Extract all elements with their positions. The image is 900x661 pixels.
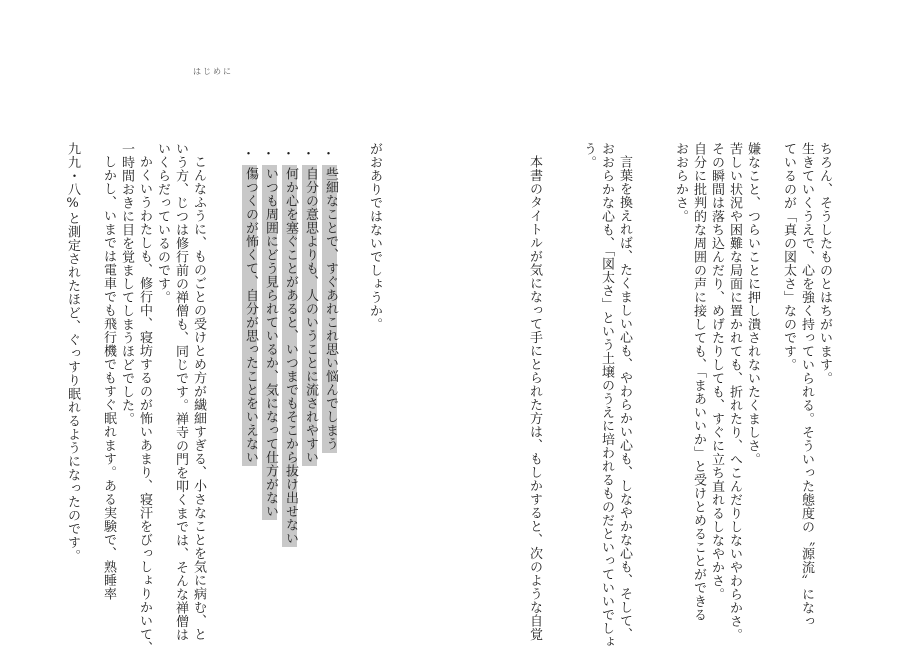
highlighted-item: 些細なことで、すぐあれこれ思い悩んでしまう (323, 167, 338, 451)
text-column: こんなふうに、ものごとの受けとめ方が繊細すぎる、小さなことを気に病む、と (191, 155, 206, 641)
list-bullet: ・ (242, 147, 256, 162)
list-bullet: ・ (262, 147, 276, 162)
highlighted-item: 何か心を塞ぐことがあると、いつまでもそこから抜け出せない (283, 167, 298, 545)
text-column: いう方、じつは修行前の禅僧も、同じです。禅寺の門を叩くまでは、そんな禅僧は (173, 142, 188, 642)
running-header: はじめに (193, 67, 233, 76)
text-column: おおらかな心も、「図太さ」という土壌のうえに培われるものだといっていいでしょ (599, 142, 614, 649)
highlighted-item: 自分の意思よりも、人のいうことに流されやすい (303, 167, 318, 464)
highlighted-item: いつも周囲にどう見られているか、気になって仕方がない (263, 167, 278, 518)
right-page (450, 0, 900, 661)
list-bullet: ・ (322, 147, 336, 162)
text-column: しかし、いまでは電車でも飛行機でもすぐ眠れます。ある実験で、熟睡率 (101, 155, 116, 601)
list-bullet: ・ (282, 147, 296, 162)
text-column: 一時間おきに目を覚ましてしまうほどでした。 (119, 142, 134, 426)
text-column: おおらかさ。 (673, 142, 688, 223)
list-bullet: ・ (302, 147, 316, 162)
text-column: う。 (581, 142, 596, 169)
text-column: 生きていくうえで、心を強く持っていられる。そういった態度の〝源流〟になっ (799, 142, 814, 628)
text-column: 嫌なこと、つらいことに押し潰されないたくましさ。 (745, 142, 760, 466)
text-column: 言葉を換えれば、たくましい心も、やわらかい心も、しなやかな心も、そして、 (617, 155, 632, 641)
text-column: 九九・八%と測定されたほど、ぐっすり眠れるようになったのです。 (65, 142, 80, 563)
text-column: いくらだっているのです。 (155, 142, 170, 304)
text-column: がおありではないでしょうか。 (367, 142, 382, 331)
text-column: その瞬間は落ち込んだり、めげたりしても、すぐに立ち直れるしなやかさ。 (709, 142, 724, 601)
highlighted-item: 傷つくのが怖くて、自分が思ったことをいえない (243, 167, 258, 464)
text-column: ちろん、そうしたものとはちがいます。 (817, 142, 832, 385)
text-column: 苦しい状況や困難な局面に置かれても、折れたり、へこんだりしないやわらかさ。 (727, 142, 742, 642)
text-column: かくいうわたしも、修行中、寝坊するのが怖いあまり、寝汗をびっしょりかいて、 (137, 155, 152, 655)
text-column: ているのが「真の図太さ」なのです。 (781, 142, 796, 372)
text-column: 自分に批判的な周囲の声に接しても、「まあいいか」と受けとめることができる (691, 142, 706, 622)
text-column: 本書のタイトルが気になって手にとられた方は、もしかすると、次のような自覚 (527, 155, 542, 641)
